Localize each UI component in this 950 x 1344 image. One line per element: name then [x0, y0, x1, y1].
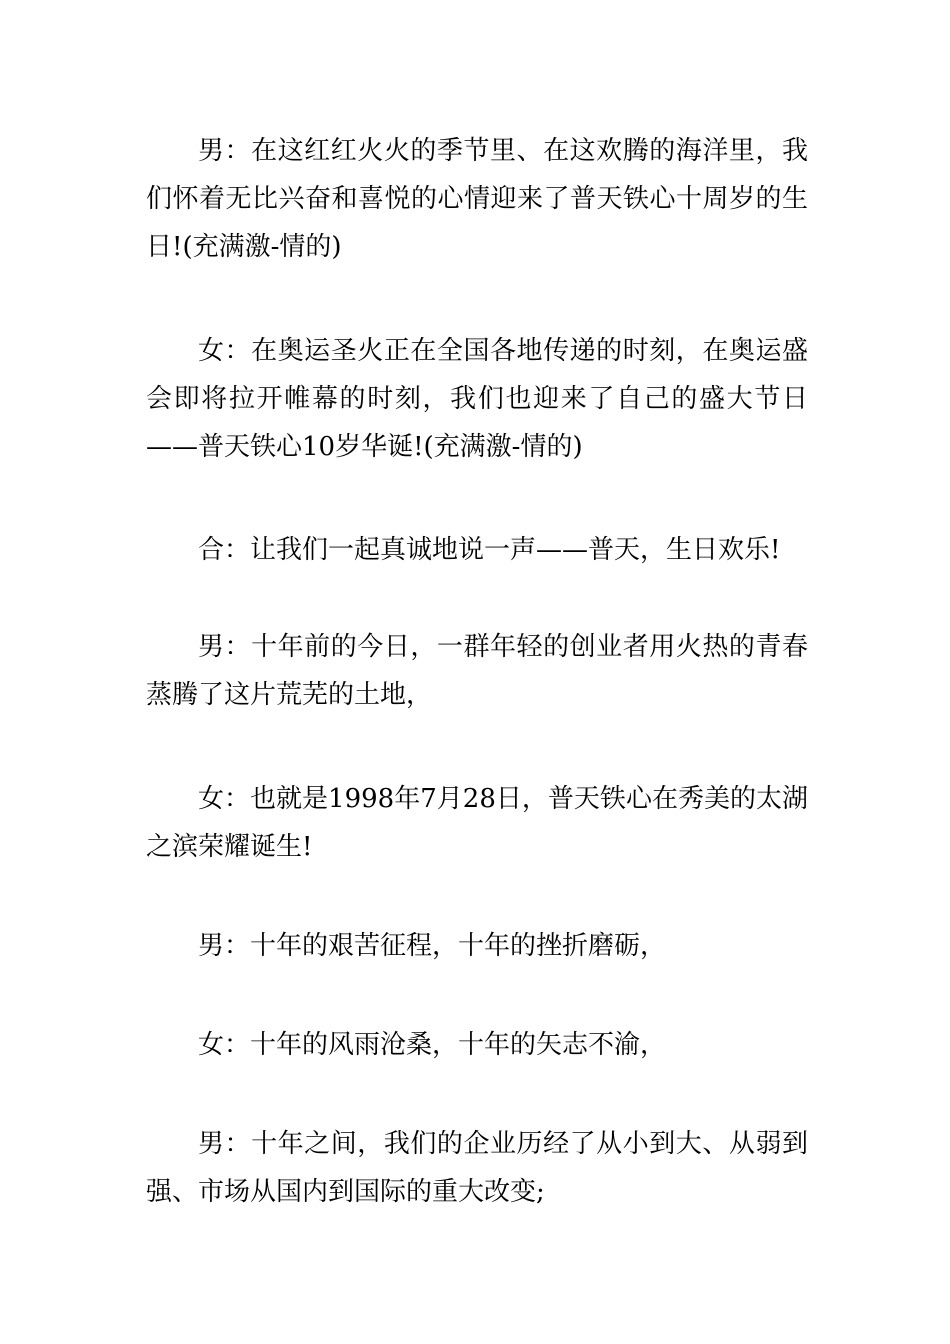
paragraph-male-ten-years-ago: 男：十年前的今日，一群年轻的创业者用火热的青春蒸腾了这片荒芜的土地，: [146, 632, 808, 710]
paragraph-female-perseverance: 女：十年的风雨沧桑，十年的矢志不渝，: [198, 1030, 667, 1060]
paragraph-female-founding-date: 女：也就是1998年7月28日，普天铁心在秀美的太湖之滨荣耀诞生!: [146, 784, 808, 862]
paragraph-male-growth: 男：十年之间，我们的企业历经了从小到大、从弱到强、市场从国内到国际的重大改变;: [146, 1129, 808, 1207]
paragraph-female-opening: 女：在奥运圣火正在全国各地传递的时刻，在奥运盛会即将拉开帷幕的时刻，我们也迎来了自己的盛大节日——普天铁心10岁华诞!(充满激-情的): [146, 336, 808, 462]
paragraph-male-hardship: 男：十年的艰苦征程，十年的挫折磨砺，: [198, 931, 667, 961]
paragraph-together-greeting: 合：让我们一起真诚地说一声——普天，生日欢乐!: [198, 535, 781, 565]
paragraph-male-opening: 男：在这红红火火的季节里、在这欢腾的海洋里，我们怀着无比兴奋和喜悦的心情迎来了普天铁心十周岁的生日!(充满激-情的): [146, 136, 808, 262]
